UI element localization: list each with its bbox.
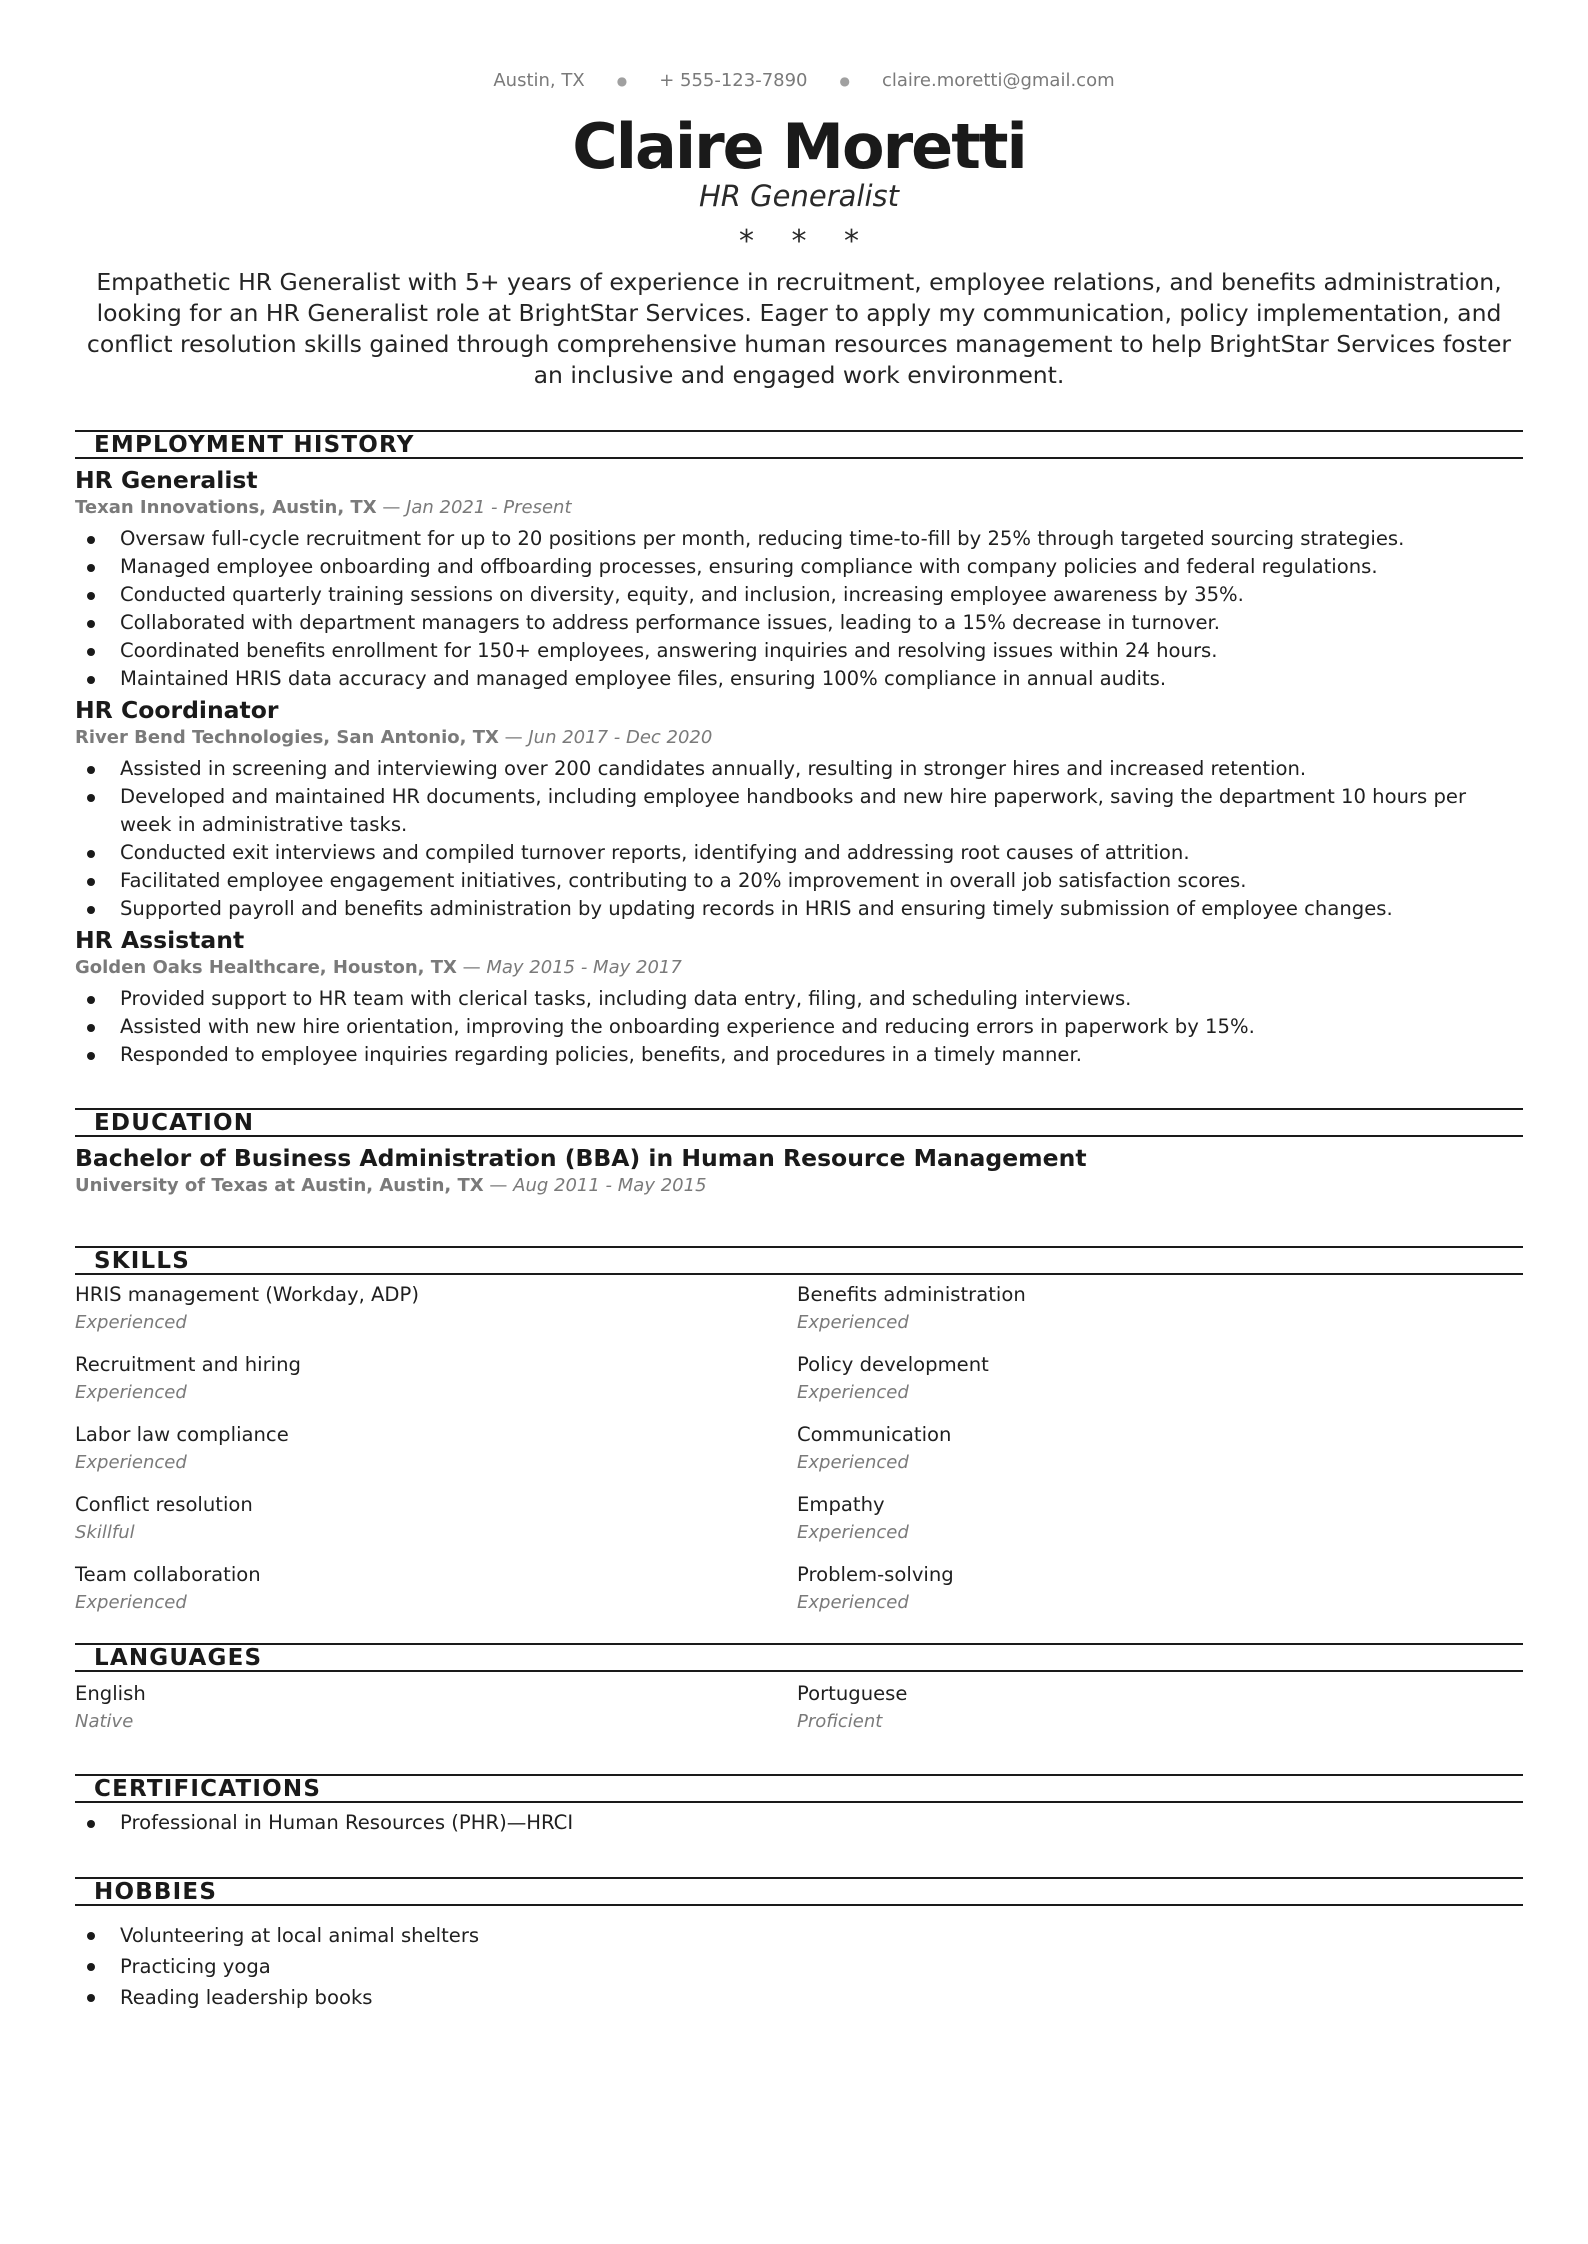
asterisk-divider: * * * (738, 224, 874, 260)
list-item (75, 867, 1523, 895)
list-item (75, 1041, 1523, 1069)
bullet-separator-icon: ● (839, 73, 850, 88)
bullet-icon (87, 878, 95, 886)
skill-level: Experienced (797, 1522, 909, 1544)
list-item (75, 985, 1523, 1013)
job-entry (75, 695, 1523, 923)
hobbies-list (75, 1920, 1523, 2013)
phone-text: + 555-123-7890 (659, 70, 808, 91)
job-title: HR Generalist (75, 466, 258, 495)
job-title: HR Assistant (75, 926, 245, 955)
degree-title: Bachelor of Business Administration (BBA) in Human Resource Management (75, 1144, 1087, 1173)
skill-item (797, 1421, 1523, 1491)
skill-level: Skillful (75, 1522, 135, 1544)
education-meta (75, 1173, 1523, 1199)
list-item (75, 783, 1523, 839)
location-text: Austin, TX (493, 70, 585, 91)
meta-separator: — (382, 497, 407, 519)
hobby-text: Volunteering at local animal shelters (120, 1924, 480, 1948)
bullet-icon (87, 564, 95, 572)
list-item (75, 839, 1523, 867)
bullet-text: Maintained HRIS data accuracy and managed employee files, ensuring 100% compliance in annual audits. (120, 667, 1167, 691)
job-employer: Golden Oaks Healthcare, Houston, TX (75, 957, 457, 979)
hobbies-section (75, 1877, 1523, 2013)
job-entry (75, 465, 1523, 693)
job-employer: River Bend Technologies, San Antonio, TX (75, 727, 499, 749)
skill-item (75, 1491, 797, 1561)
bullet-icon (87, 592, 95, 600)
skill-item (797, 1491, 1523, 1561)
school-name: University of Texas at Austin, Austin, TX (75, 1175, 484, 1197)
bullet-icon (87, 996, 95, 1004)
bullet-text: Facilitated employee engagement initiatives, contributing to a 20% improvement in overall job satisfaction scores. (120, 869, 1247, 893)
skill-level: Experienced (797, 1382, 909, 1404)
skill-item (797, 1351, 1523, 1421)
job-meta (75, 955, 1523, 981)
bullet-icon (87, 620, 95, 628)
hobby-text: Reading leadership books (120, 1986, 373, 2010)
certifications-list (75, 1809, 1523, 1837)
bullet-text: Coordinated benefits enrollment for 150+ employees, answering inquiries and resolving issues within 24 hours. (120, 639, 1218, 663)
job-title: HR Coordinator (75, 696, 279, 725)
list-item (75, 1013, 1523, 1041)
list-item (75, 1982, 1523, 2013)
bullet-text: Conducted exit interviews and compiled turnover reports, identifying and addressing root causes of attrition. (120, 841, 1190, 865)
job-meta (75, 725, 1523, 751)
education-section (75, 1108, 1523, 1199)
meta-separator: — (504, 727, 529, 749)
bullet-icon (87, 1994, 95, 2002)
bullet-icon (87, 1932, 95, 1940)
bullet-text: Collaborated with department managers to address performance issues, leading to a 15% decrease in turnover. (120, 611, 1220, 635)
bullet-icon (87, 1024, 95, 1032)
bullet-icon (87, 850, 95, 858)
skill-item (75, 1351, 797, 1421)
bullet-icon (87, 1820, 95, 1828)
language-name: Portuguese (797, 1682, 908, 1706)
bullet-text: Assisted with new hire orientation, improving the onboarding experience and reducing errors in paperwork by 15%. (120, 1015, 1255, 1039)
skill-name: Communication (797, 1423, 952, 1447)
skill-level: Experienced (75, 1452, 187, 1474)
skill-name: Problem-solving (797, 1563, 954, 1587)
list-item (75, 609, 1523, 637)
bullet-text: Conducted quarterly training sessions on diversity, equity, and inclusion, increasing employee awareness by 35%. (120, 583, 1244, 607)
job-bullets (75, 525, 1523, 693)
bullet-icon (87, 648, 95, 656)
section-heading-education: EDUCATION (75, 1108, 1523, 1137)
skills-section (75, 1246, 1523, 1631)
list-item (75, 581, 1523, 609)
bullet-separator-icon: ● (616, 73, 628, 88)
language-name: English (75, 1682, 146, 1706)
language-item (75, 1680, 797, 1736)
candidate-title: HR Generalist (699, 179, 899, 214)
list-item (75, 1920, 1523, 1951)
hobby-text: Practicing yoga (120, 1955, 271, 1979)
language-item (797, 1680, 1523, 1736)
education-dates: Aug 2011 - May 2015 (513, 1175, 707, 1197)
bullet-icon (87, 1052, 95, 1060)
bullet-text: Oversaw full-cycle recruitment for up to 20 positions per month, reducing time-to-fill by 25% through targeted sourcing strategies. (120, 527, 1405, 551)
email-text: claire.moretti@gmail.com (882, 70, 1115, 91)
list-item (75, 895, 1523, 923)
bullet-icon (87, 536, 95, 544)
bullet-text: Provided support to HR team with clerical tasks, including data entry, filing, and scheduling interviews. (120, 987, 1132, 1011)
bullet-icon (87, 906, 95, 914)
skill-item (797, 1281, 1523, 1351)
skill-name: Team collaboration (75, 1563, 261, 1587)
list-item (75, 525, 1523, 553)
languages-grid (75, 1680, 1523, 1736)
skill-level: Experienced (75, 1592, 187, 1614)
job-entry (75, 925, 1523, 1069)
certifications-section (75, 1774, 1523, 1837)
meta-separator: — (462, 957, 487, 979)
language-level: Native (75, 1711, 134, 1733)
skill-name: Benefits administration (797, 1283, 1026, 1307)
skill-name: Conflict resolution (75, 1493, 253, 1517)
bullet-icon (87, 1963, 95, 1971)
skill-name: Recruitment and hiring (75, 1353, 301, 1377)
skill-item (75, 1421, 797, 1491)
skill-level: Experienced (797, 1592, 909, 1614)
skill-name: Empathy (797, 1493, 885, 1517)
job-bullets (75, 985, 1523, 1069)
profile-summary: Empathetic HR Generalist with 5+ years of experience in recruitment, employee relations, and benefits administration, looking for an HR Generalist role at BrightStar Services. Eager to apply my communication, policy implementation, and conflict resolution skills gained through comprehensive human resources management to help BrightStar Services foster an inclusive and engaged work environment. (86, 268, 1512, 390)
job-employer: Texan Innovations, Austin, TX (75, 497, 377, 519)
employment-section (75, 430, 1523, 1069)
list-item (75, 553, 1523, 581)
skills-grid (75, 1281, 1523, 1631)
skill-item (797, 1561, 1523, 1631)
skill-level: Experienced (797, 1312, 909, 1334)
list-item (75, 1809, 1523, 1837)
language-level: Proficient (797, 1711, 883, 1733)
job-dates: Jun 2017 - Dec 2020 (528, 727, 713, 749)
section-heading-languages: LANGUAGES (75, 1643, 1523, 1672)
bullet-icon (87, 766, 95, 774)
section-heading-hobbies: HOBBIES (75, 1877, 1523, 1906)
list-item (75, 755, 1523, 783)
list-item (75, 665, 1523, 693)
bullet-text: Developed and maintained HR documents, including employee handbooks and new hire paperwork, saving the department 10 hours per week in administrative tasks. (120, 785, 1467, 837)
list-item (75, 637, 1523, 665)
list-item (75, 1951, 1523, 1982)
job-dates: Jan 2021 - Present (406, 497, 572, 519)
skill-level: Experienced (797, 1452, 909, 1474)
meta-separator: — (489, 1175, 514, 1197)
skill-name: Labor law compliance (75, 1423, 289, 1447)
bullet-text: Responded to employee inquiries regarding policies, benefits, and procedures in a timely manner. (120, 1043, 1082, 1067)
bullet-icon (87, 676, 95, 684)
job-meta (75, 495, 1523, 521)
skill-item (75, 1561, 797, 1631)
skill-name: Policy development (797, 1353, 989, 1377)
candidate-name: Claire Moretti (572, 110, 1026, 183)
job-dates: May 2015 - May 2017 (486, 957, 682, 979)
languages-section (75, 1643, 1523, 1736)
bullet-text: Assisted in screening and interviewing over 200 candidates annually, resulting in stronger hires and increased retention. (120, 757, 1307, 781)
bullet-icon (87, 794, 95, 802)
skill-item (75, 1281, 797, 1351)
bullet-text: Supported payroll and benefits administration by updating records in HRIS and ensuring timely submission of employee changes. (120, 897, 1393, 921)
bullet-text: Managed employee onboarding and offboarding processes, ensuring compliance with company policies and federal regulations. (120, 555, 1378, 579)
job-bullets (75, 755, 1523, 923)
contact-info (85, 70, 1523, 91)
section-heading-certifications: CERTIFICATIONS (75, 1774, 1523, 1803)
section-heading-employment: EMPLOYMENT HISTORY (75, 430, 1523, 459)
skill-level: Experienced (75, 1312, 187, 1334)
skill-name: HRIS management (Workday, ADP) (75, 1283, 419, 1307)
skill-level: Experienced (75, 1382, 187, 1404)
certification-text: Professional in Human Resources (PHR)—HRCI (120, 1811, 574, 1835)
section-heading-skills: SKILLS (75, 1246, 1523, 1275)
